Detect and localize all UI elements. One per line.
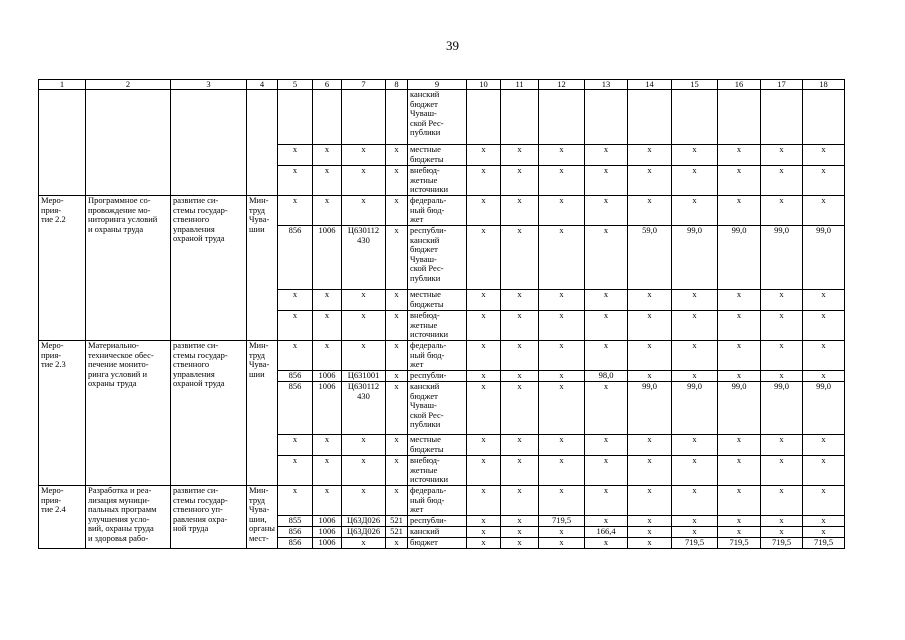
activity-goal: развитие си- стемы государ- ственного управления охраной труда <box>171 341 247 486</box>
source-cell: внебюд- жетные источники <box>408 456 467 486</box>
source-cell: канский бюджет Чуваш- ской Рес- публики <box>408 382 467 435</box>
col-num: 11 <box>501 80 539 90</box>
activity-goal: развитие си- стемы государ- ственного управления охраной труда <box>171 196 247 341</box>
activity-description: Разработка и реа- лизация муници- пальных программ улучшения усло- вий, охраны труда и здоровья рабо- <box>86 486 171 549</box>
col-num: 10 <box>467 80 501 90</box>
col-num: 6 <box>313 80 342 90</box>
table-row: x x x x внебюд- жетные источники x x x x x x x x x <box>39 166 845 196</box>
table-row: 856 1006 Ц63Д026 521 канский x x x 166,4 x x x x x <box>39 527 845 538</box>
table-row: 856 1006 x x бюджет x x x x x 719,5 719,5 719,5 719,5 <box>39 538 845 549</box>
source-cell: федераль- ный бюд- жет <box>408 196 467 226</box>
source-cell: канский <box>408 527 467 538</box>
table-row: Меро- прия- тие 2.3 Материально- техническое обес- печение монито- ринга условий и охраны труда развитие си- стемы государ- ственного управления охраной труда Мин- труд Чува- шии x x x x федераль- ный бюд- жет x x x x x x x x x <box>39 341 845 371</box>
activity-description: Материально- техническое обес- печение монито- ринга условий и охраны труда <box>86 341 171 486</box>
col-num: 8 <box>386 80 408 90</box>
table-row: x x x x местные бюджеты x x x x x x x x x <box>39 435 845 456</box>
col-num: 12 <box>539 80 585 90</box>
col-num: 7 <box>342 80 386 90</box>
col-num: 13 <box>585 80 628 90</box>
source-cell: республи- <box>408 371 467 382</box>
table-row: x x x x внебюд- жетные источники x x x x x x x x x <box>39 456 845 486</box>
column-number-row <box>39 80 845 90</box>
activity-executor: Мин- труд Чува- шии <box>247 341 278 486</box>
description-cell <box>86 90 171 196</box>
source-cell: местные бюджеты <box>408 435 467 456</box>
source-cell: республи- канский бюджет Чуваш- ской Рес- публики <box>408 226 467 290</box>
col-num: 3 <box>171 80 247 90</box>
col-num: 15 <box>672 80 718 90</box>
goal-cell <box>171 90 247 196</box>
col-num: 18 <box>803 80 845 90</box>
executor-cell <box>247 90 278 196</box>
table-row <box>39 90 845 145</box>
source-cell: внебюд- жетные источники <box>408 311 467 341</box>
source-cell: республи- <box>408 516 467 527</box>
col-num: 17 <box>761 80 803 90</box>
col-num: 16 <box>718 80 761 90</box>
source-cell: канский бюджет Чуваш- ской Рес- публики <box>408 90 467 145</box>
table-row: 855 1006 Ц63Д026 521 республи- x x 719,5 x x x x x x <box>39 516 845 527</box>
page-number: 39 <box>446 38 459 53</box>
activity-goal: развитие си- стемы государ- ственного уп- равления охра- ной труда <box>171 486 247 549</box>
activity-executor: Мин- труд Чува- шии <box>247 196 278 341</box>
table-row: x x x x внебюд- жетные источники x x x x x x x x x <box>39 311 845 341</box>
source-cell: бюджет <box>408 538 467 549</box>
program-table <box>38 79 845 549</box>
col-num: 1 <box>39 80 86 90</box>
table-row: x x x x местные бюджеты x x x x x x x x x <box>39 145 845 166</box>
source-cell: федераль- ный бюд- жет <box>408 341 467 371</box>
table-row: 856 1006 Ц630112 430 x республи- канский бюджет Чуваш- ской Рес- публики x x x x 59,0 99,0 99,0 99,0 99,0 <box>39 226 845 290</box>
table-row: 856 1006 Ц630112 430 x канский бюджет Чуваш- ской Рес- публики x x x x 99,0 99,0 99,0 99,0 99,0 <box>39 382 845 435</box>
table-row: Меро- прия- тие 2.4 Разработка и реа- лизация муници- пальных программ улучшения усло- вий, охраны труда и здоровья рабо- развитие си- стемы государ- ственного уп- равления охра- ной труда Мин- труд Чува- шии, органы мест- x x x x федераль- ный бюд- жет x x x x x x x x x <box>39 486 845 516</box>
table-row: Меро- прия- тие 2.2 Программное со- провождение мо- ниторинга условий и охраны труда развитие си- стемы государ- ственного управления охраной труда Мин- труд Чува- шии x x x x федераль- ный бюд- жет x x x x x x x x x <box>39 196 845 226</box>
source-cell: местные бюджеты <box>408 290 467 311</box>
table-row: x x x x местные бюджеты x x x x x x x x x <box>39 290 845 311</box>
col-num: 5 <box>278 80 313 90</box>
activity-name: Меро- прия- тие 2.3 <box>39 341 86 486</box>
activity-cell <box>39 90 86 196</box>
col-num: 14 <box>628 80 672 90</box>
table-row: 856 1006 Ц631001 x республи- x x x 98,0 x x x x x <box>39 371 845 382</box>
source-cell: федераль- ный бюд- жет <box>408 486 467 516</box>
activity-description: Программное со- провождение мо- ниторинга условий и охраны труда <box>86 196 171 341</box>
source-cell: местные бюджеты <box>408 145 467 166</box>
source-cell: внебюд- жетные источники <box>408 166 467 196</box>
activity-executor: Мин- труд Чува- шии, органы мест- <box>247 486 278 549</box>
col-num: 4 <box>247 80 278 90</box>
col-num: 2 <box>86 80 171 90</box>
col-num: 9 <box>408 80 467 90</box>
activity-name: Меро- прия- тие 2.2 <box>39 196 86 341</box>
activity-name: Меро- прия- тие 2.4 <box>39 486 86 549</box>
